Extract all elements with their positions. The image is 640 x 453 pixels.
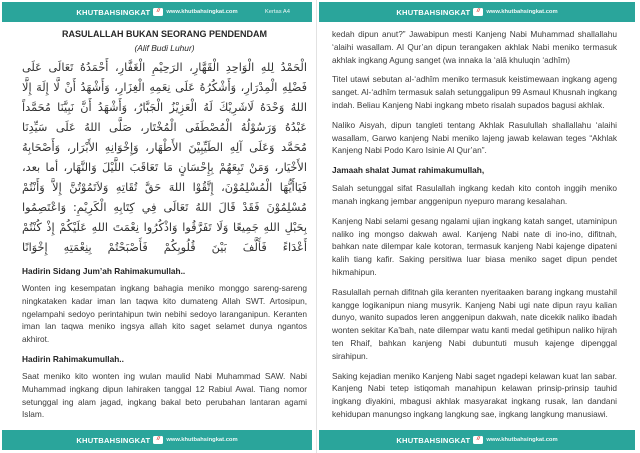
arabic-opening-text: الْحَمْدُ لِلهِ الْوَاحِدِ الْقَهَّارِ، الرَحِيْمِ الْغَفَّارِ، أَحْمَدُهُ تَعَالَى عَلَى فَضْلِهِ الْمِدْرَارِ، وَأَشْكُرُهُ عَلَى نِعَمِهِ الْغِزَارِ، وَأَشْهَدُ أَنْ لَّا إِلَهَ إِلَّا اللهُ وَحْدَهُ لَاشَرِيْكَ لَهُ الْعَزِيْزُ الْجَبَّارُ، وَأَشْهَدُ أَنَّ نَبِيَّنَا مُحَمَّداً عَبْدُهُ وَرَسُوْلُهُ الْمُصْطَفَى الْمُخْتَار، صَلَّى اللهُ عَلَى سَيِّدِنَا مُحَمَّد وَعَلَى آلِهِ الطَيِّبِيْنَ الأَطْهَار، وَإِخْوَانِهِ الأَبْرَار، وَأَصْحَابِهُ الأَخْيَار، وَمَنْ تَبِعَهُمْ بِإِحْسَانٍ مَا تَعَاقَبَ اللَّيْلَ وَالنَّهَار، أما بعد، فَيَاأَيُّهَا الْمُسْلِمُوْنَ، إِتَّقُوْا اللهَ حَقَّ تُقَاتِهِ وَلاَتَمُوْتُنَّ إِلاَّ وَأَنْتُمْ مُسْلِمُوْنَ فَقَدْ قَالَ اللهُ تَعَالَى فِي كِتَابِهِ الْكَرِيْمِ: وَاعْتَصِمُوا بِحَبْلِ اللهِ جَمِيعًا وَلَا تَفَرَّقُوا وَاذْكُرُوا نِعْمَتَ اللهِ عَلَيْكُمْ إِذْ كُنْتُمْ أَعْدَاءً فَأَلَّفَ بَيْنَ قُلُوبِكُمْ فَأَصْبَحْتُمْ بِنِعْمَتِهِ إِخْوَانًا	[22, 61, 307, 254]
page2-content	[332, 24, 617, 429]
brand-badge-icon: //	[153, 436, 163, 444]
brand-logo	[396, 8, 557, 17]
page1-header-bar	[2, 2, 312, 22]
document-title: RASULALLAH BUKAN SEORANG PENDENDAM	[61, 29, 267, 39]
page2-header-bar	[319, 2, 635, 22]
body-paragraph	[22, 427, 307, 429]
body-paragraph: Salah setunggal sifat Rasulallah ingkang kedah kito contoh inggih meniko manah ingkang jembar anggenipun nyepuro marang kesalahan.	[332, 183, 617, 206]
body-paragraph: Naliko Aisyah, dipun tangleti tentang Akhlak Rasulullah shallallahu ‘alaihi wasallam, Garwo kanjeng Nabi meniko lajeng jawab kelawan teges “Akhlak Kanjeng Nabi Podo Karo Isinie Al Qur’an”.	[332, 119, 617, 156]
brand-badge-icon: //	[473, 8, 483, 16]
brand-badge-icon: //	[153, 8, 163, 16]
brand-logo	[76, 8, 237, 17]
brand-url: www.khutbahsingkat.com	[486, 9, 558, 15]
brand-name: KHUTBAHSINGKAT	[396, 435, 471, 445]
page-1	[0, 0, 317, 453]
brand-logo	[396, 436, 557, 445]
body-paragraph: kedah dipun anut?” Jawabipun mesti Kanjeng Nabi Muhammad shallallahu ‘alaihi wasallam. Al Qur’an dipun terangaken akhlak Nabi meniko termasuk akhlak ingkang Agung sanget (wa innaka la ‘alā khuluqin ‘adhîm)	[332, 29, 617, 65]
section-heading-2: Hadirin Rahimakumullah..	[22, 353, 124, 364]
paper-size-label: Kertas A4	[264, 9, 290, 15]
body-paragraph: Saat meniko kito wonten ing wulan maulid Nabi Muhammad SAW. Nabi Muhammad ingkang dipun lahiraken tanggal 12 Rabiul Awal. Tiang nomor setunggal ing alam jagad, ingkang bakal beto perubahan lantaran agami Islam.	[22, 370, 307, 420]
brand-url: www.khutbahsingkat.com	[486, 437, 558, 443]
page1-content	[22, 24, 307, 429]
brand-logo	[76, 436, 237, 445]
brand-badge-icon: //	[473, 436, 483, 444]
body-paragraph: Saking kejadian meniko Kanjeng Nabi saget ngadepi kelawan kuat lan sabar. Kanjeng Nabi tetep istiqomah manahipun kelawan prinsip-prinsip tauhid ingkang diyakini, mbagusi akhlak masyarakat ingkang rusak, lan dandani kehidupan manungso ingkang langkung sae, ingkang langkung manusiawi.	[332, 370, 617, 419]
section-heading-1: Hadirin Sidang Jum’ah Rahimakumullah..	[22, 266, 186, 276]
document-author: (Alif Budi Luhur)	[134, 43, 195, 53]
brand-name: KHUTBAHSINGKAT	[76, 435, 151, 445]
body-paragraph: Wonten ing kesempatan ingkang bahagia meniko monggo sareng-sareng ningkataken kadar iman lan taqwa kito dumateng Allah SWT. Artosipun, ngelampahi sedoyo perintahipun twin nebihi sedoyo laranganipun. Keranten iman lan taqwa meniko ingsya allah kito saget selamet dunya ngantos akhirot.	[22, 283, 307, 345]
brand-name: KHUTBAHSINGKAT	[396, 7, 471, 17]
page1-footer-bar	[2, 430, 312, 450]
page-2	[317, 0, 639, 453]
body-paragraph: Titel utawi sebutan al-‘adhîm meniko termasuk keistimewaan ingkang ageng sanget. Al-‘adhîm termasuk salah setunggalipun 99 Asmaul Khusnah ingkang indah. Beliau Kanjeng Nabi ingkang mbeto risalah supados bagusi akhlak.	[332, 74, 617, 110]
brand-name: KHUTBAHSINGKAT	[76, 7, 151, 17]
page2-footer-bar	[319, 430, 635, 450]
section-heading-3: Jamaah shalat Jumat rahimakumullah,	[332, 165, 485, 176]
brand-url: www.khutbahsingkat.com	[166, 9, 238, 15]
body-paragraph: Kanjeng Nabi selami gesang ngalami ujian ingkang katah sanget, utaminipun naliko ing mongso dakwah awal. Kanjeng Nabi nate di ino-ino, difitnah, bahkan nate dilempar kale kotoran, termasuk kanjeng Nabi kajenge dipateni kalih tiang kafir. Saking persitiwa luar biasa meniko saget dipun pendet hikmahipun.	[332, 215, 617, 277]
brand-url: www.khutbahsingkat.com	[166, 437, 238, 443]
body-paragraph: Rasulallah pernah difitnah gila keranten nyeritaaken barang ingkang mustahil kangge logikanipun niang musyrik. Kanjeng Nabi ugi nate dipun rayu kalian dunyo, wanito supados leren anggenipun dakwah, nate dicekik naliko ibadah wonten sekitar Ka’bah, nate dilempar watu kanti medal getihipun naliko hijrah ten Rhaif, bahkan kanjeng Nabi dubuntuti musuh kajenge dipenggal sirahipun.	[332, 286, 617, 361]
